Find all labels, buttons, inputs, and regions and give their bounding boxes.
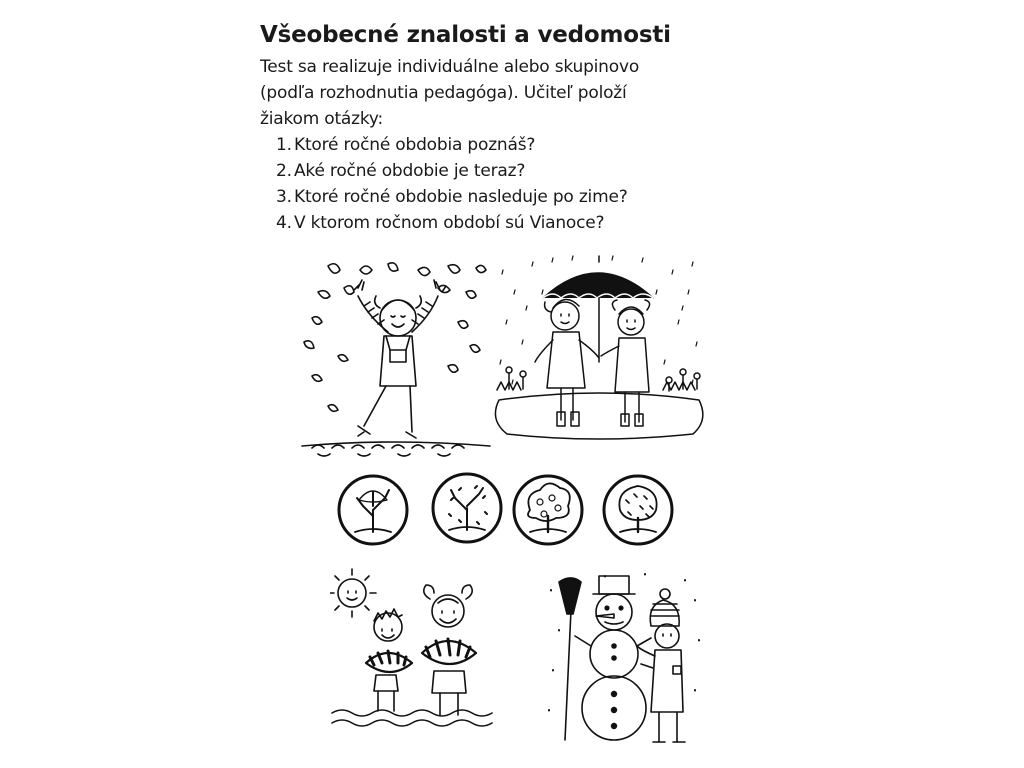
- spring-girls-umbrella-icon: [493, 250, 708, 445]
- autumn-tree-icon: [433, 474, 501, 542]
- intro-line: žiakom otázky:: [260, 109, 384, 129]
- intro-text: [260, 54, 720, 132]
- intro-line: (podľa rozhodnutia pedagóga). Učiteľ položí: [260, 83, 627, 103]
- summer-tree-icon: [604, 476, 672, 544]
- winter-snowman-icon: [545, 570, 705, 750]
- page-title: Všeobecné znalosti a vedomosti: [260, 22, 671, 48]
- summer-kids-icon: [330, 565, 500, 735]
- question-item: 1. Ktoré ročné obdobia poznáš?: [276, 135, 536, 155]
- question-list: [260, 132, 720, 236]
- spring-illustration: [493, 250, 708, 445]
- question-item: 4. V ktorom ročnom období sú Vianoce?: [276, 213, 605, 233]
- intro-line: Test sa realizuje individuálne alebo skupinovo: [260, 57, 640, 77]
- autumn-girl-icon: [298, 256, 493, 461]
- spring-tree-icon: [514, 476, 582, 544]
- question-item: 2. Aké ročné obdobie je teraz?: [276, 161, 526, 181]
- document: [260, 20, 720, 236]
- sun-icon: [330, 569, 376, 617]
- season-trees-row: [336, 470, 681, 552]
- autumn-illustration: [298, 256, 493, 461]
- question-item: 3. Ktoré ročné obdobie nasleduje po zime?: [276, 187, 628, 207]
- winter-illustration: [545, 570, 705, 750]
- summer-illustration: [330, 565, 500, 735]
- winter-tree-icon: [339, 476, 407, 544]
- leaf-icon: [304, 263, 486, 411]
